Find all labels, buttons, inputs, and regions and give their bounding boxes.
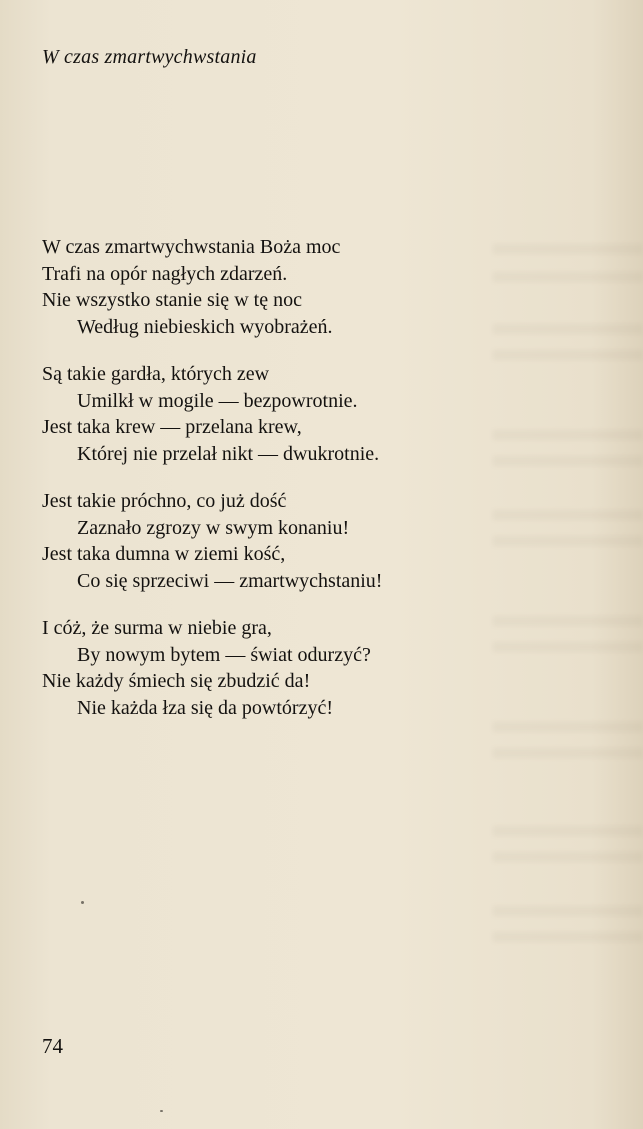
ink-speck bbox=[81, 901, 84, 904]
poem-line: Są takie gardła, których zew bbox=[42, 363, 270, 385]
poem-line: I cóż, że surma w niebie gra, bbox=[42, 617, 272, 639]
stanza-2 bbox=[42, 361, 562, 467]
show-through-line bbox=[493, 932, 643, 942]
poem-line-indented: Według niebieskich wyobrażeń. bbox=[77, 315, 333, 338]
poem-line-indented: Co się sprzeciwi — zmartwychstaniu! bbox=[77, 569, 383, 592]
stanza-4 bbox=[42, 615, 562, 721]
stanza-1 bbox=[42, 234, 562, 340]
show-through-line bbox=[493, 748, 643, 758]
poem-line: Jest taka dumna w ziemi kość, bbox=[42, 543, 286, 565]
ink-speck bbox=[160, 1110, 163, 1112]
poem-line-indented: Nie każda łza się da powtórzyć! bbox=[77, 696, 333, 719]
poem-line-indented: Umilkł w mogile — bezpowrotnie. bbox=[77, 389, 358, 412]
show-through-line bbox=[493, 906, 643, 916]
poem-line: Jest takie próchno, co już dość bbox=[42, 490, 287, 512]
poem-line-indented: Której nie przelał nikt — dwukrotnie. bbox=[77, 442, 380, 465]
stanza-3 bbox=[42, 488, 562, 594]
poem-line: W czas zmartwychwstania Boża moc bbox=[42, 236, 341, 258]
poem bbox=[42, 234, 562, 742]
page-number: 74 bbox=[42, 1034, 63, 1058]
poem-line: Nie wszystko stanie się w tę noc bbox=[42, 289, 302, 311]
running-title: W czas zmartwychwstania bbox=[42, 46, 257, 68]
poem-line-indented: By nowym bytem — świat odurzyć? bbox=[77, 643, 371, 666]
poem-line-indented: Zaznało zgrozy w swym konaniu! bbox=[77, 516, 350, 539]
show-through-line bbox=[493, 852, 643, 862]
poem-line: Jest taka krew — przelana krew, bbox=[42, 416, 302, 438]
show-through-line bbox=[493, 826, 643, 836]
poem-line: Nie każdy śmiech się zbudzić da! bbox=[42, 670, 311, 692]
poem-line: Trafi na opór nagłych zdarzeń. bbox=[42, 262, 288, 285]
